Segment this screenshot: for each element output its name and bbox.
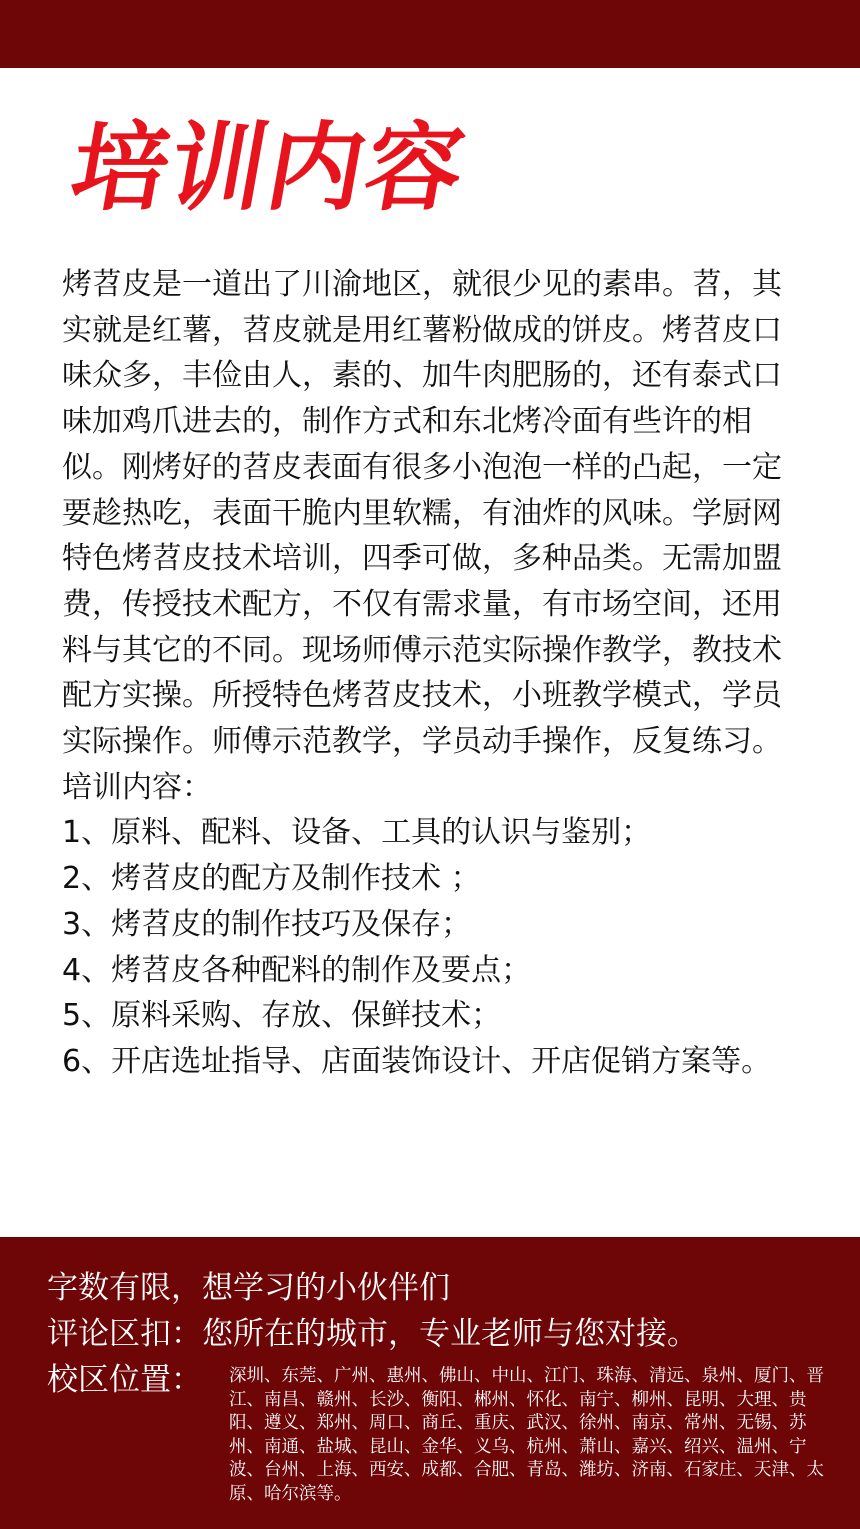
intro-paragraph: 烤苕皮是一道出了川渝地区，就很少见的素串。苕，其实就是红薯，苕皮就是用红薯粉做成的饼皮。烤苕皮口味众多，丰俭由人，素的、加牛肉肥肠的，还有泰式口味加鸡爪进去的，制作方式和东北烤冷面有些许的相似。刚烤好的苕皮表面有很多小泡泡一样的凸起，一定要趁热吃，表面干脆内里软糯，有油炸的风味。学厨网特色烤苕皮技术培训，四季可做，多种品类。无需加盟费，传授技术配方，不仅有需求量，有市场空间，还用料与其它的不同。现场师傅示范实际操作教学，教技术配方实操。所授特色烤苕皮技术，小班教学模式，学员实际操作。师傅示范教学，学员动手操作，反复练习。 — [62, 267, 782, 760]
list-item: 5、原料采购、存放、保鲜技术； — [62, 998, 502, 1034]
cta-line-1: 字数有限，想学习的小伙伴们 — [47, 1270, 450, 1306]
bottom-banner — [0, 1237, 860, 1529]
list-item: 3、烤苕皮的制作技巧及保存； — [62, 906, 472, 942]
list-item: 6、开店选址指导、店面装饰设计、开店促销方案等。 — [62, 1043, 772, 1079]
campus-label: 校区位置： — [47, 1362, 202, 1398]
page-title: 培训内容 — [62, 112, 475, 224]
campus-city-list: 深圳、东莞、广州、惠州、佛山、中山、江门、珠海、清远、泉州、厦门、晋江、南昌、赣州、长沙、衡阳、郴州、怀化、南宁、柳州、昆明、大理、贵阳、遵义、郑州、周口、商丘、重庆、武汉、徐州、南京、常州、无锡、苏州、南通、盐城、昆山、金华、义乌、杭州、萧山、嘉兴、绍兴、温州、宁波、台州、上海、西安、成都、合肥、青岛、潍坊、济南、石家庄、天津、太原、哈尔滨等。 — [229, 1366, 824, 1504]
content-body — [62, 262, 798, 1085]
cta-line-2: 评论区扣：您所在的城市，专业老师与您对接。 — [47, 1316, 698, 1352]
training-list — [62, 810, 798, 1084]
list-heading: 培训内容： — [62, 769, 212, 805]
list-item: 4、烤苕皮各种配料的制作及要点； — [62, 952, 532, 988]
list-item: 1、原料、配料、设备、工具的认识与鉴别； — [62, 815, 652, 851]
top-banner — [0, 0, 860, 68]
list-item: 2、烤苕皮的配方及制作技术 ； — [62, 861, 481, 897]
